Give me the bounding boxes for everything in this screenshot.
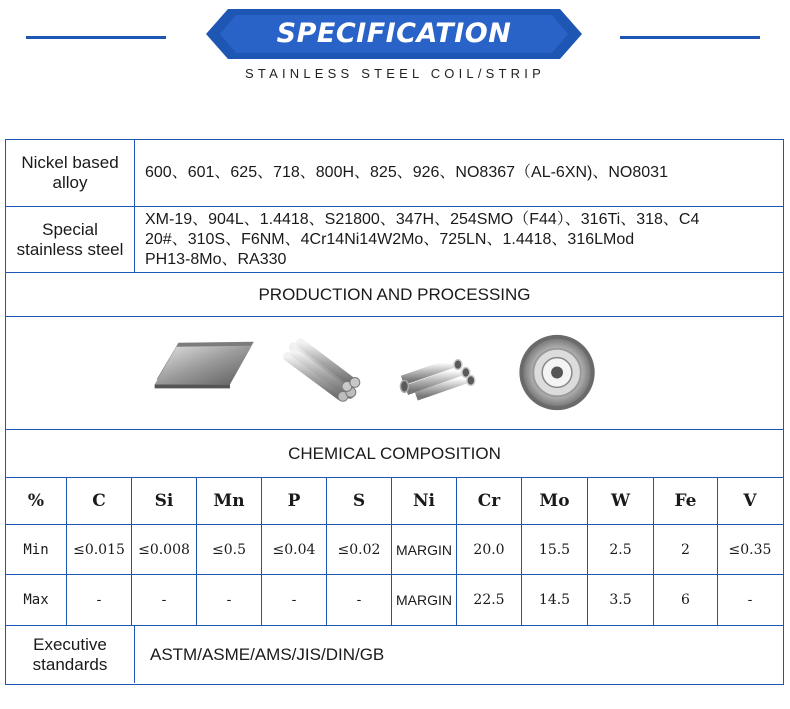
grade-row-nickel xyxy=(6,140,783,207)
table-cell: ≤0.015 xyxy=(67,525,132,574)
col-header: Mn xyxy=(197,478,262,524)
header-line-right xyxy=(620,36,760,39)
specification-table xyxy=(5,139,784,685)
table-cell: MARGIN xyxy=(392,525,457,574)
grade-values xyxy=(135,140,781,206)
row-label: Max xyxy=(6,575,67,625)
col-header: W xyxy=(588,478,654,524)
col-header: S xyxy=(327,478,392,524)
grade-label-text: Special stainless steel xyxy=(16,219,124,259)
steel-pipes-image xyxy=(400,360,474,397)
table-cell: ≤0.02 xyxy=(327,525,392,574)
table-cell: 22.5 xyxy=(457,575,522,625)
table-cell: - xyxy=(747,592,753,608)
table-cell: ≤0.008 xyxy=(132,525,197,574)
grade-values xyxy=(135,207,781,272)
table-cell: 20.0 xyxy=(457,525,522,574)
chemical-row-max xyxy=(6,575,783,626)
table-cell: 14.5 xyxy=(522,575,588,625)
steel-rods-image xyxy=(287,343,359,401)
table-cell: - xyxy=(262,575,327,625)
col-header: Si xyxy=(132,478,197,524)
table-cell: - xyxy=(327,575,392,625)
chemical-row-min xyxy=(6,525,783,575)
grade-label xyxy=(6,140,135,206)
col-header: Ni xyxy=(392,478,457,524)
page-title: SPECIFICATION xyxy=(276,18,512,49)
row-label: Min xyxy=(6,525,67,574)
grade-value-line: XM-19、904L、1.4418、S21800、347H、254SMO（F44）、316Ti、318、C4 xyxy=(145,210,700,228)
standards-row xyxy=(6,626,783,683)
table-cell: ≤0.04 xyxy=(262,525,327,574)
grade-value-line: PH13-8Mo、RA330 xyxy=(145,250,287,268)
table-cell: 2.5 xyxy=(588,525,654,574)
standards-label xyxy=(6,626,135,683)
header-line-left xyxy=(26,36,166,39)
col-header: Fe xyxy=(654,478,718,524)
table-cell: 6 xyxy=(654,575,718,625)
table-cell: ≤0.35 xyxy=(728,541,772,558)
standards-value: ASTM/ASME/AMS/JIS/DIN/GB xyxy=(150,644,385,664)
steel-wire-coil-image xyxy=(519,335,594,410)
standards-label-text: Executive standards xyxy=(32,634,108,674)
page-subtitle: STAINLESS STEEL COIL/STRIP xyxy=(245,66,545,81)
title-banner xyxy=(206,9,582,59)
table-cell: 15.5 xyxy=(522,525,588,574)
grade-value-line: 600、601、625、718、800H、825、926、NO8367（AL-6XN)、NO8031 xyxy=(145,164,668,181)
grade-label-text: Nickel based alloy xyxy=(21,153,119,192)
grade-value-line: 20#、310S、F6NM、4Cr14Ni14W2Mo、725LN、1.4418、316LMod xyxy=(145,230,635,248)
product-images xyxy=(6,317,783,429)
production-images-row xyxy=(6,317,783,430)
col-header: V xyxy=(743,491,757,511)
table-cell: - xyxy=(67,575,132,625)
table-cell: - xyxy=(132,575,197,625)
steel-sheet-image xyxy=(155,342,254,389)
table-cell: ≤0.5 xyxy=(197,525,262,574)
chemical-heading: CHEMICAL COMPOSITION xyxy=(288,443,501,463)
grade-label xyxy=(6,207,135,272)
production-heading: PRODUCTION AND PROCESSING xyxy=(258,284,531,304)
table-cell: MARGIN xyxy=(392,575,457,625)
col-header: P xyxy=(262,478,327,524)
table-cell: 2 xyxy=(654,525,718,574)
table-cell: - xyxy=(197,575,262,625)
col-header: C xyxy=(67,478,132,524)
col-header: % xyxy=(6,478,67,524)
chemical-heading-row xyxy=(6,430,783,478)
col-header: Cr xyxy=(457,478,522,524)
table-cell: 3.5 xyxy=(588,575,654,625)
grade-row-special xyxy=(6,207,783,273)
chemical-header-row xyxy=(6,478,783,525)
production-heading-row xyxy=(6,273,783,317)
col-header: Mo xyxy=(522,478,588,524)
